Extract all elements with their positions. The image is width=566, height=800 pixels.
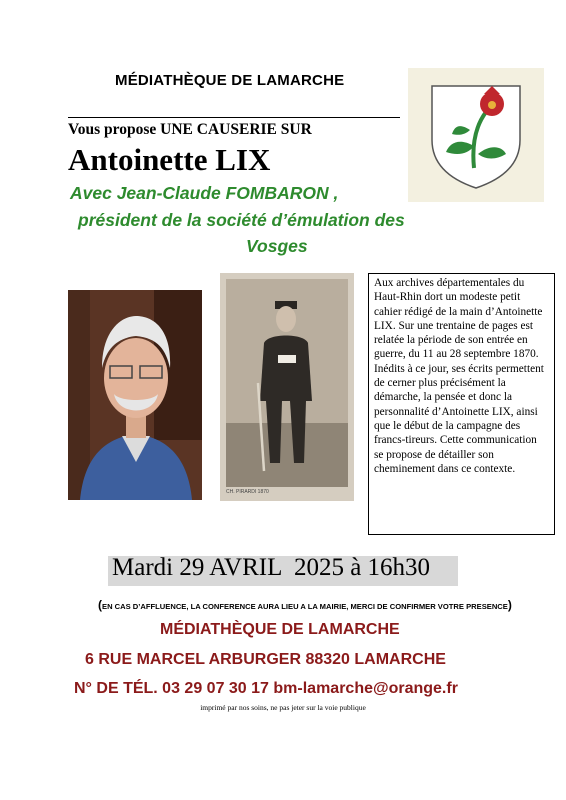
speaker-line-2: président de la société d’émulation des [78, 210, 405, 230]
contact-phone-email: N° DE TÉL. 03 29 07 30 17 bm-lamarche@orange.fr [74, 680, 458, 697]
note-paren-close: ) [507, 598, 512, 612]
speaker-line-1: Avec Jean-Claude FOMBARON , [70, 183, 339, 203]
footer-note: imprimé par nos soins, ne pas jeter sur la voie publique [200, 703, 366, 712]
coat-of-arms-icon [408, 68, 544, 202]
note-text: EN CAS D’AFFLUENCE, LA CONFERENCE AURA LIEU A LA MAIRIE, MERCI DE CONFIRMER VOTRE PRESENCE [102, 602, 508, 611]
header-title: MÉDIATHÈQUE DE LAMARCHE [115, 72, 345, 89]
description-text: Aux archives départementales du Haut-Rhin dort un modeste petit cahier rédigé de la main d’Antoinette LIX. Sur une trentaine de pages est relatée la période de son entrée en guerre, du 11 au 28 septembre 1870. Inédits à ce jour, ses écrits permettent de cerner plus précisément la démarche, la pensée et donc la personnalité d’Antoinette LIX, ainsi que le début de la campagne des francs-tireurs. Cette communication se propose de détailler son cheminement dans ce contexte. [374, 277, 544, 475]
speaker-line-3: Vosges [246, 236, 308, 256]
description-box [368, 273, 555, 535]
note-paren-open: ( [98, 598, 102, 612]
affluence-note [98, 598, 512, 612]
event-date: Mardi 29 AVRIL 2025 à 16h30 [112, 554, 431, 581]
antoinette-lix-photo [220, 273, 354, 501]
photo-caption: CH. PIRARDI 1870 [226, 489, 269, 495]
coat-of-arms-logo [408, 68, 544, 202]
event-title: Antoinette LIX [68, 142, 271, 177]
event-subtitle: Vous propose UNE CAUSERIE SUR [68, 121, 312, 138]
venue-name: MÉDIATHÈQUE DE LAMARCHE [160, 621, 400, 638]
venue-address: 6 RUE MARCEL ARBURGER 88320 LAMARCHE [85, 651, 446, 668]
speaker-photo [68, 290, 202, 500]
title-rule [68, 117, 400, 118]
